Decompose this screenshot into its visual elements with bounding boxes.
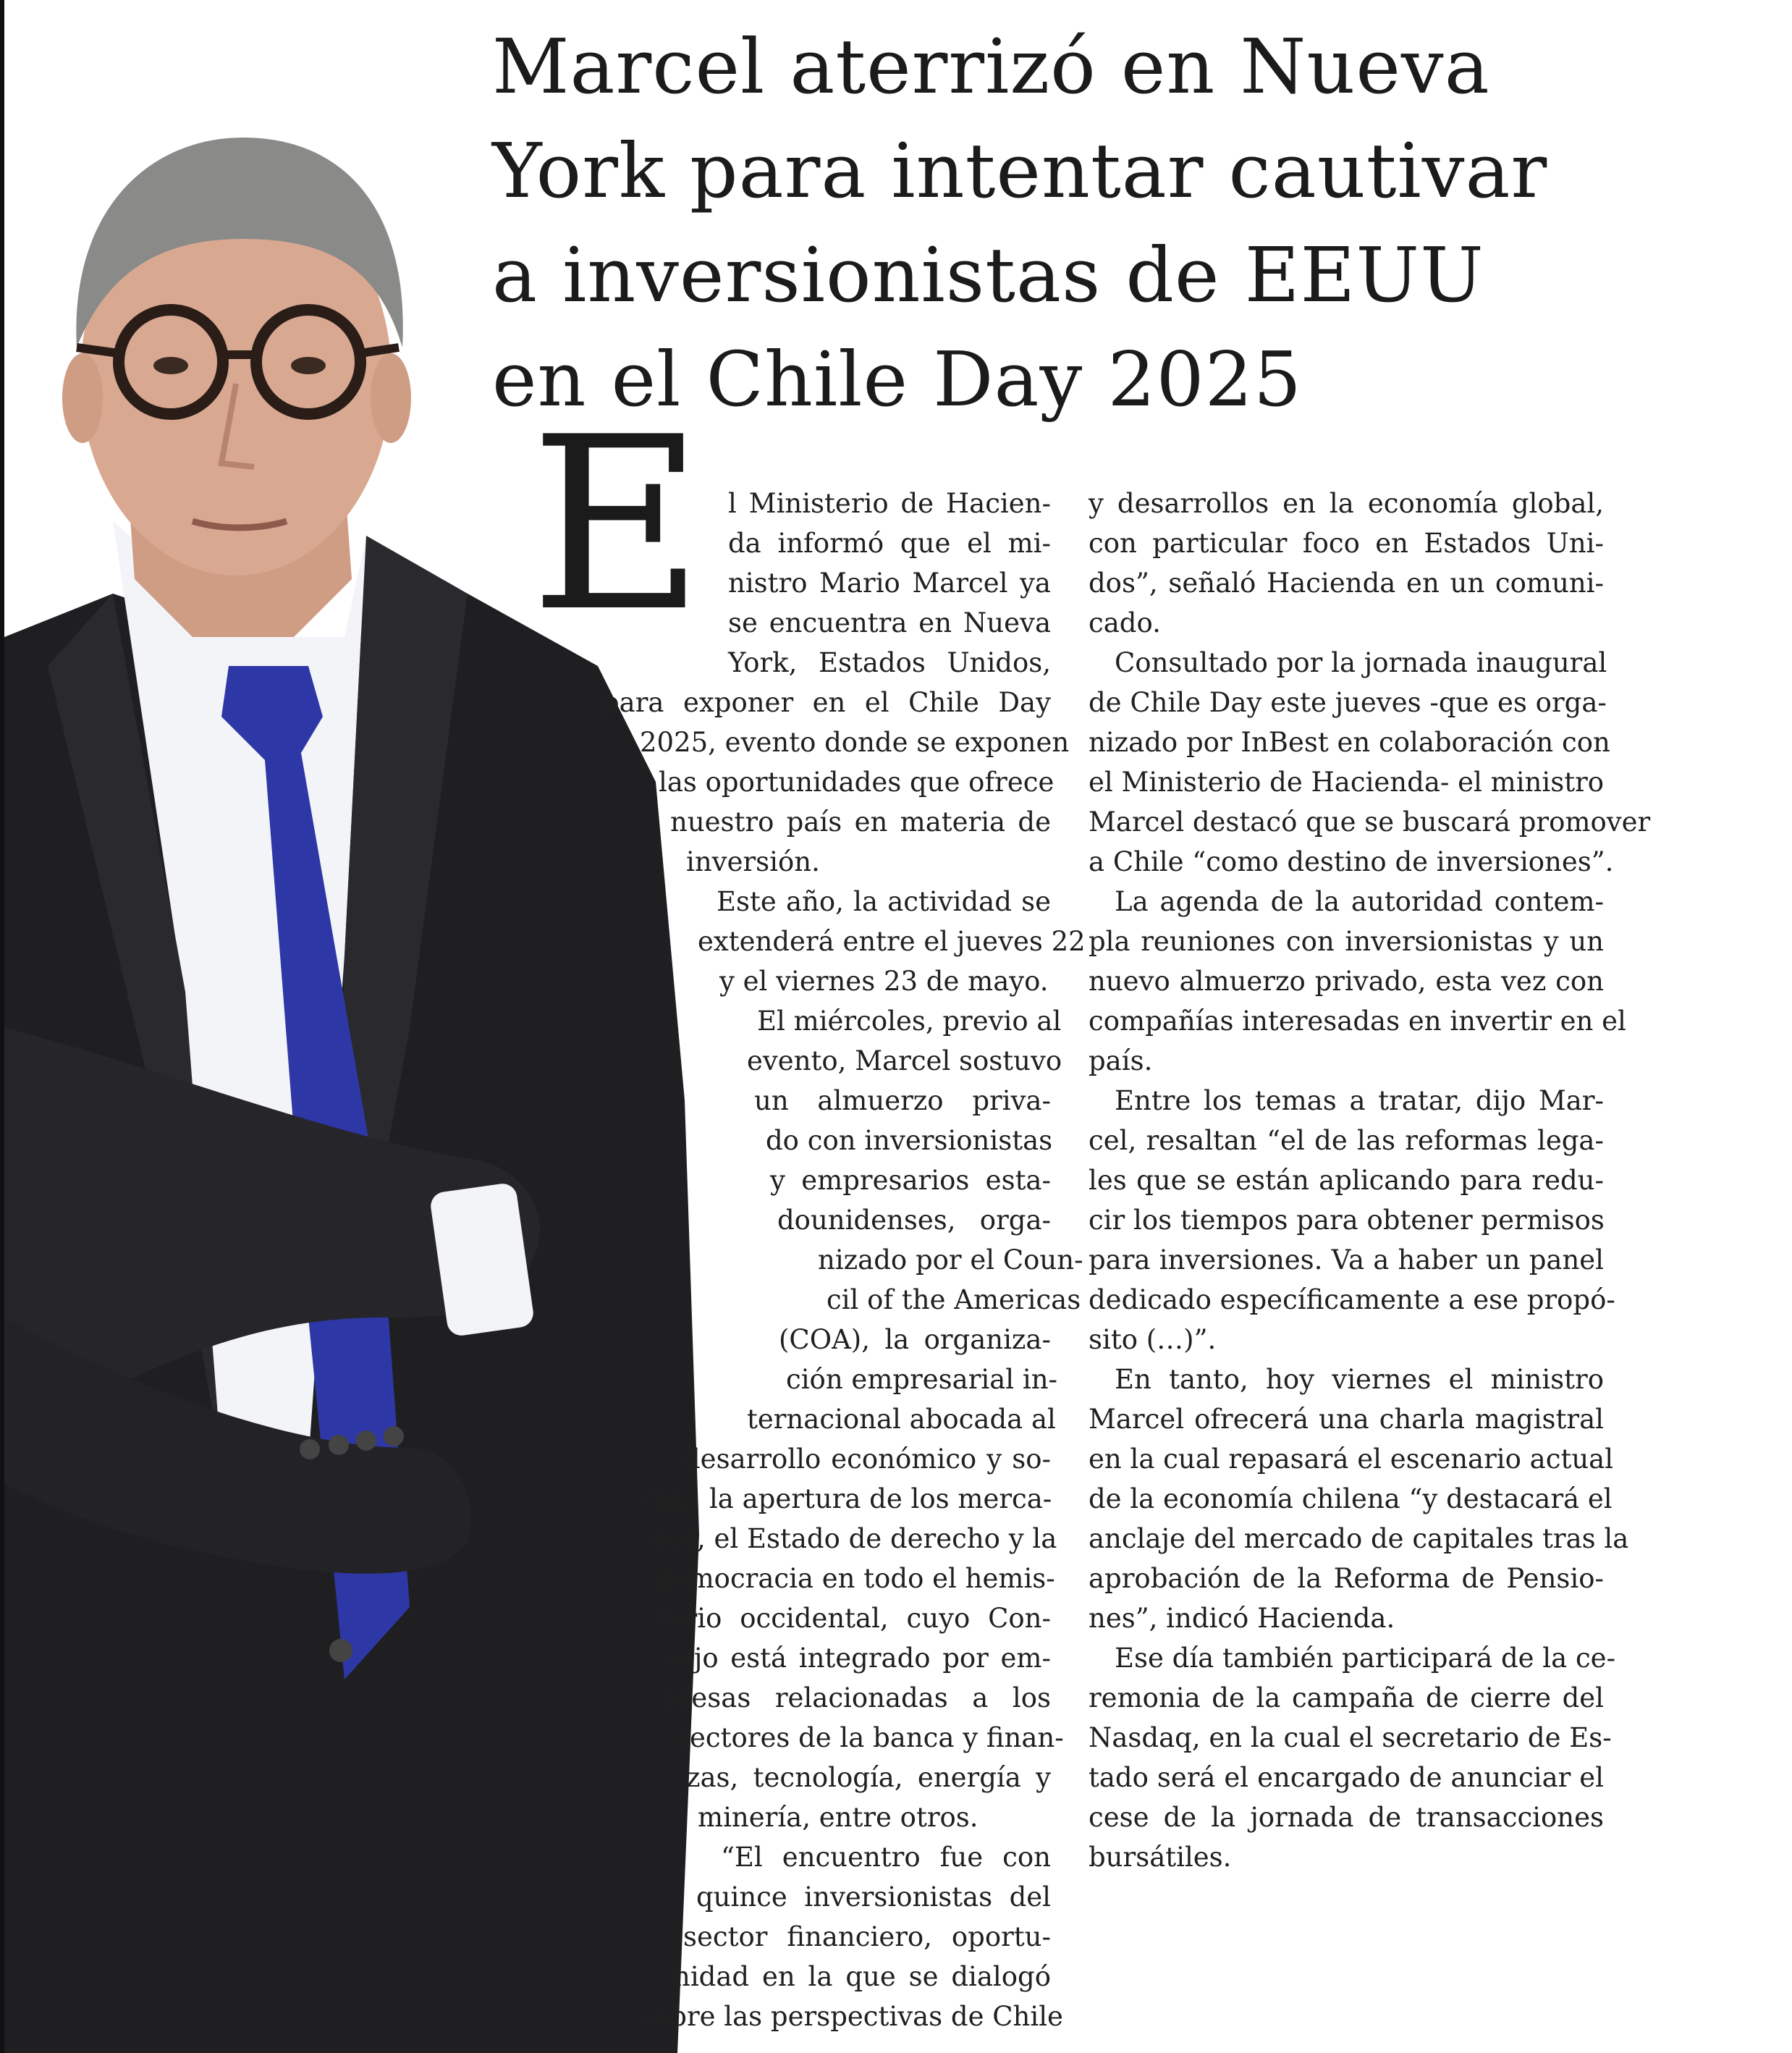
glasses-temple-left <box>77 347 119 353</box>
text-line: Entre los temas a tratar, dijo Mar- <box>1115 1085 1604 1116</box>
text-line: dos”, señaló Hacienda en un comuni- <box>1089 568 1604 599</box>
text-line: el Ministerio de Hacienda- el ministro <box>1089 767 1605 798</box>
text-line: sejo está integrado por em- <box>664 1643 1051 1674</box>
jacket-button <box>329 1639 352 1662</box>
text-line: cado. <box>1089 607 1161 638</box>
jacket-button <box>300 1439 320 1459</box>
text-line: zas, tecnología, energía y <box>686 1762 1051 1793</box>
text-line: bursátiles. <box>1089 1842 1232 1873</box>
text-line: da informó que el mi- <box>728 528 1051 559</box>
text-line: un almuerzo priva- <box>754 1085 1051 1116</box>
text-line: Consultado por la jornada inaugural <box>1115 647 1607 678</box>
jacket-button <box>356 1430 376 1451</box>
text-line: anclaje del mercado de capitales tras la <box>1089 1523 1629 1554</box>
text-line: l Ministerio de Hacien- <box>728 488 1051 519</box>
text-line: democracia en todo el hemis- <box>656 1563 1055 1594</box>
text-line: cese de la jornada de transacciones <box>1089 1802 1604 1833</box>
text-line: a Chile “como destino de inversiones”. <box>1089 846 1614 877</box>
text-line: y el viernes 23 de mayo. <box>719 966 1049 997</box>
text-line: para exponer en el Chile Day <box>602 687 1051 718</box>
right-eye <box>291 357 326 374</box>
text-line: y empresarios esta- <box>770 1165 1051 1196</box>
text-line: do con inversionistas <box>766 1125 1053 1156</box>
text-line: nizado por InBest en colaboración con <box>1089 727 1610 758</box>
text-line: sobre las perspectivas de Chile <box>640 2001 1063 2032</box>
text-line: ternacional abocada al <box>747 1404 1056 1435</box>
jacket-button <box>329 1435 349 1455</box>
left-ear <box>62 353 103 443</box>
text-line: país. <box>1089 1045 1153 1076</box>
text-line: Este año, la actividad se <box>717 886 1051 917</box>
text-line: cil of the Americas <box>827 1284 1081 1315</box>
text-line: con particular foco en Estados Uni- <box>1089 528 1604 559</box>
minister-portrait-photo <box>4 87 772 2053</box>
text-line: 2025, evento donde se exponen <box>640 727 1070 758</box>
text-line: sectores de la banca y finan- <box>676 1722 1064 1753</box>
drop-cap: E <box>530 386 704 664</box>
headline-line: Marcel aterrizó en Nueva <box>492 22 1490 111</box>
text-line: las oportunidades que ofrece <box>659 767 1055 798</box>
headline-line: a inversionistas de EEUU <box>492 231 1484 319</box>
text-line: de Chile Day este jueves -que es orga- <box>1089 687 1607 718</box>
text-line: cel, resaltan “el de las reformas lega- <box>1089 1125 1604 1156</box>
jacket-button <box>384 1426 404 1446</box>
headline-line: en el Chile Day 2025 <box>492 335 1303 423</box>
text-line: minería, entre otros. <box>698 1802 979 1833</box>
text-line: cir los tiempos para obtener permisos <box>1089 1205 1605 1236</box>
text-line: nuestro país en materia de <box>670 806 1051 838</box>
text-line: York, Estados Unidos, <box>728 647 1051 678</box>
text-line: nistro Mario Marcel ya <box>728 568 1051 599</box>
text-line: tado será el encargado de anunciar el <box>1089 1762 1604 1793</box>
text-line: inversión. <box>686 846 820 877</box>
text-line: “El encuentro fue con <box>721 1842 1051 1873</box>
text-line: Marcel ofrecerá una charla magistral <box>1089 1404 1604 1435</box>
text-line: dos, el Estado de derecho y la <box>650 1523 1057 1554</box>
text-line: en la cual repasará el escenario actual <box>1089 1443 1614 1475</box>
text-line: dounidenses, orga- <box>777 1205 1051 1236</box>
text-line: pla reuniones con inversionistas y un <box>1089 926 1604 957</box>
text-line: aprobación de la Reforma de Pensio- <box>1089 1563 1604 1594</box>
glasses-temple-right <box>360 347 399 353</box>
text-line: nuevo almuerzo privado, esta vez con <box>1089 966 1604 997</box>
text-line: ferio occidental, cuyo Con- <box>659 1603 1051 1634</box>
text-line: Ese día también participará de la ce- <box>1115 1643 1616 1674</box>
text-line: remonia de la campaña de cierre del <box>1089 1682 1604 1713</box>
text-line: sector financiero, oportu- <box>683 1921 1051 1952</box>
text-line: y desarrollos en la economía global, <box>1089 488 1604 519</box>
text-line: se encuentra en Nueva <box>728 607 1051 638</box>
text-line: para inversiones. Va a haber un panel <box>1089 1244 1604 1276</box>
headline-line: York para intentar cautivar <box>492 127 1548 215</box>
text-line: ción empresarial in- <box>786 1364 1058 1395</box>
text-line: (COA), la organiza- <box>779 1324 1051 1355</box>
right-ear <box>371 353 411 443</box>
text-line: En tanto, hoy viernes el ministro <box>1115 1364 1604 1395</box>
text-line: presas relacionadas a los <box>662 1682 1051 1713</box>
text-line: Marcel destacó que se buscará promover <box>1089 806 1651 838</box>
text-line: La agenda de la autoridad contem- <box>1115 886 1604 917</box>
text-line: cial, la apertura de los merca- <box>644 1483 1052 1514</box>
text-line: nes”, indicó Hacienda. <box>1089 1603 1395 1634</box>
text-line: dedicado específicamente a ese propó- <box>1089 1284 1615 1315</box>
text-line: evento, Marcel sostuvo <box>747 1045 1062 1076</box>
text-line: compañías interesadas en invertir en el <box>1089 1006 1626 1037</box>
text-line: Nasdaq, en la cual el secretario de Es- <box>1089 1722 1612 1753</box>
text-line: sito (…)”. <box>1089 1324 1217 1355</box>
text-line: les que se están aplicando para redu- <box>1089 1165 1604 1196</box>
text-line: nidad en la que se dialogó <box>673 1961 1051 1992</box>
text-line: extenderá entre el jueves 22 <box>698 926 1086 957</box>
text-line: quince inversionistas del <box>696 1881 1051 1913</box>
text-line: El miércoles, previo al <box>757 1006 1062 1037</box>
text-line: de la economía chilena “y destacará el <box>1089 1483 1613 1514</box>
text-line: desarrollo económico y so- <box>683 1443 1051 1475</box>
text-line: nizado por el Coun- <box>818 1244 1083 1276</box>
left-eye <box>153 357 188 374</box>
